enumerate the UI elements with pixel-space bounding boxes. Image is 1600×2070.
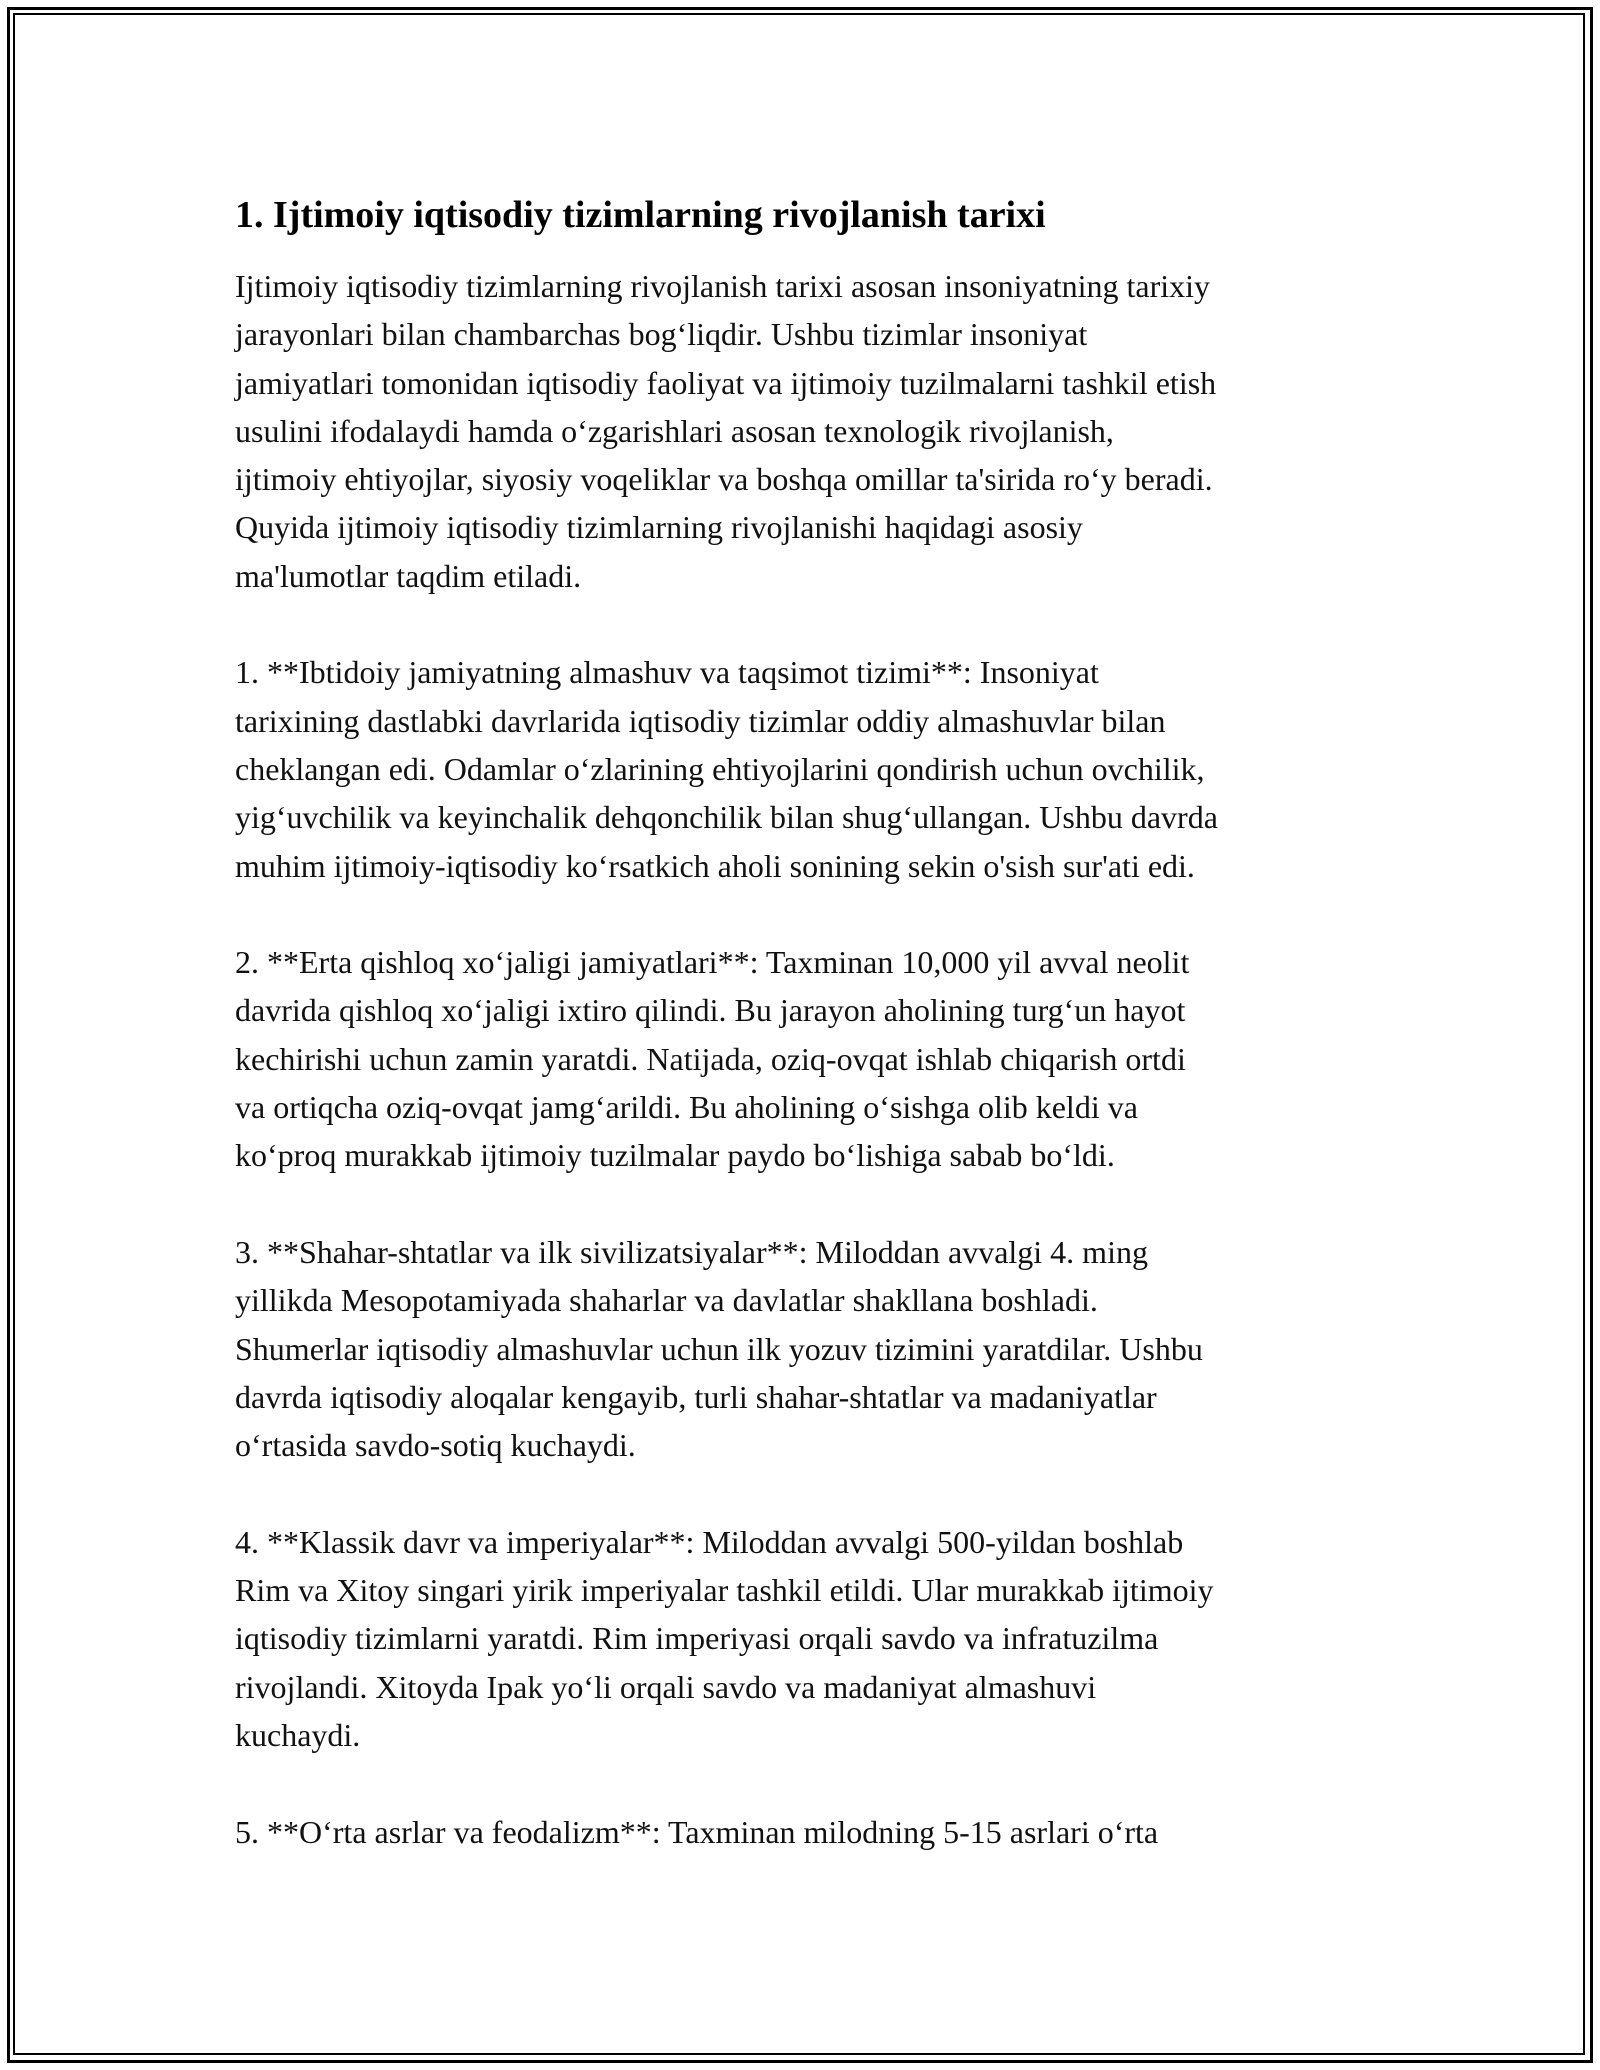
paragraph-line: ijtimoiy ehtiyojlar, siyosiy voqeliklar va boshqa omillar ta'sirida ro‘y beradi. — [235, 461, 1213, 498]
paragraph-line: Rim va Xitoy singari yirik imperiyalar tashkil etildi. Ular murakkab ijtimoiy — [235, 1572, 1214, 1609]
paragraph-line: Shumerlar iqtisodiy almashuvlar uchun ilk yozuv tizimini yaratdilar. Ushbu — [235, 1330, 1203, 1367]
paragraph — [235, 648, 1385, 889]
paragraph-list — [235, 262, 1385, 1856]
paragraph-line: iqtisodiy tizimlarni yaratdi. Rim imperiyasi orqali savdo va infratuzilma — [235, 1620, 1159, 1657]
paragraph-line: kuchaydi. — [235, 1716, 361, 1753]
paragraph-line: davrda iqtisodiy aloqalar kengayib, turli shahar-shtatlar va madaniyatlar — [235, 1378, 1157, 1415]
paragraph — [235, 938, 1385, 1179]
paragraph-line: davrida qishloq xo‘jaligi ixtiro qilindi. Bu jarayon aholining turg‘un hayot — [235, 992, 1186, 1029]
paragraph-line: rivojlandi. Xitoyda Ipak yo‘li orqali savdo va madaniyat almashuvi — [235, 1668, 1097, 1705]
paragraph-line: va ortiqcha oziq-ovqat jamg‘arildi. Bu aholining o‘sishga olib keldi va — [235, 1089, 1138, 1126]
paragraph-line: cheklangan edi. Odamlar o‘zlarining ehtiyojlarini qondirish uchun ovchilik, — [235, 750, 1205, 787]
paragraph-line: ko‘proq murakkab ijtimoiy tuzilmalar paydo bo‘lishiga sabab bo‘ldi. — [235, 1137, 1115, 1174]
paragraph-line: Ijtimoiy iqtisodiy tizimlarning rivojlanish tarixi asosan insoniyatning tarixiy — [235, 268, 1210, 304]
paragraph — [235, 1228, 1385, 1469]
paragraph-line: 5. **O‘rta asrlar va feodalizm**: Taxminan milodning 5-15 asrlari o‘rta — [235, 1813, 1159, 1850]
paragraph-line: yillikda Mesopotamiyada shaharlar va davlatlar shakllana boshladi. — [235, 1282, 1098, 1319]
document-body — [235, 190, 1385, 1904]
paragraph — [235, 262, 1385, 600]
paragraph — [235, 1808, 1385, 1856]
paragraph-line: 3. **Shahar-shtatlar va ilk sivilizatsiyalar**: Miloddan avvalgi 4. ming — [235, 1233, 1148, 1270]
paragraph-line: ma'lumotlar taqdim etiladi. — [235, 557, 582, 594]
paragraph-line: o‘rtasida savdo-sotiq kuchaydi. — [235, 1427, 636, 1464]
paragraph-line: Quyida ijtimoiy iqtisodiy tizimlarning rivojlanishi haqidagi asosiy — [235, 509, 1083, 546]
paragraph-line: 4. **Klassik davr va imperiyalar**: Miloddan avvalgi 500-yildan boshlab — [235, 1523, 1184, 1560]
section-heading: 1. Ijtimoiy iqtisodiy tizimlarning rivojlanish tarixi — [235, 194, 1046, 236]
paragraph — [235, 1518, 1385, 1759]
paragraph-line: 1. **Ibtidoiy jamiyatning almashuv va taqsimot tizimi**: Insoniyat — [235, 654, 1099, 691]
paragraph-line: usulini ifodalaydi hamda o‘zgarishlari asosan texnologik rivojlanish, — [235, 412, 1114, 449]
paragraph-line: kechirishi uchun zamin yaratdi. Natijada, oziq-ovqat ishlab chiqarish ortdi — [235, 1040, 1186, 1077]
paragraph-line: 2. **Erta qishloq xo‘jaligi jamiyatlari**: Taxminan 10,000 yil avval neolit — [235, 944, 1190, 981]
paragraph-line: tarixining dastlabki davrlarida iqtisodiy tizimlar oddiy almashuvlar bilan — [235, 702, 1166, 739]
paragraph-line: yig‘uvchilik va keyinchalik dehqonchilik bilan shug‘ullangan. Ushbu davrda — [235, 799, 1218, 836]
paragraph-line: muhim ijtimoiy-iqtisodiy ko‘rsatkich aholi sonining sekin o'sish sur'ati edi. — [235, 847, 1195, 884]
paragraph-line: jamiyatlari tomonidan iqtisodiy faoliyat va ijtimoiy tuzilmalarni tashkil etish — [235, 364, 1217, 401]
paragraph-line: jarayonlari bilan chambarchas bog‘liqdir. Ushbu tizimlar insoniyat — [235, 316, 1088, 353]
